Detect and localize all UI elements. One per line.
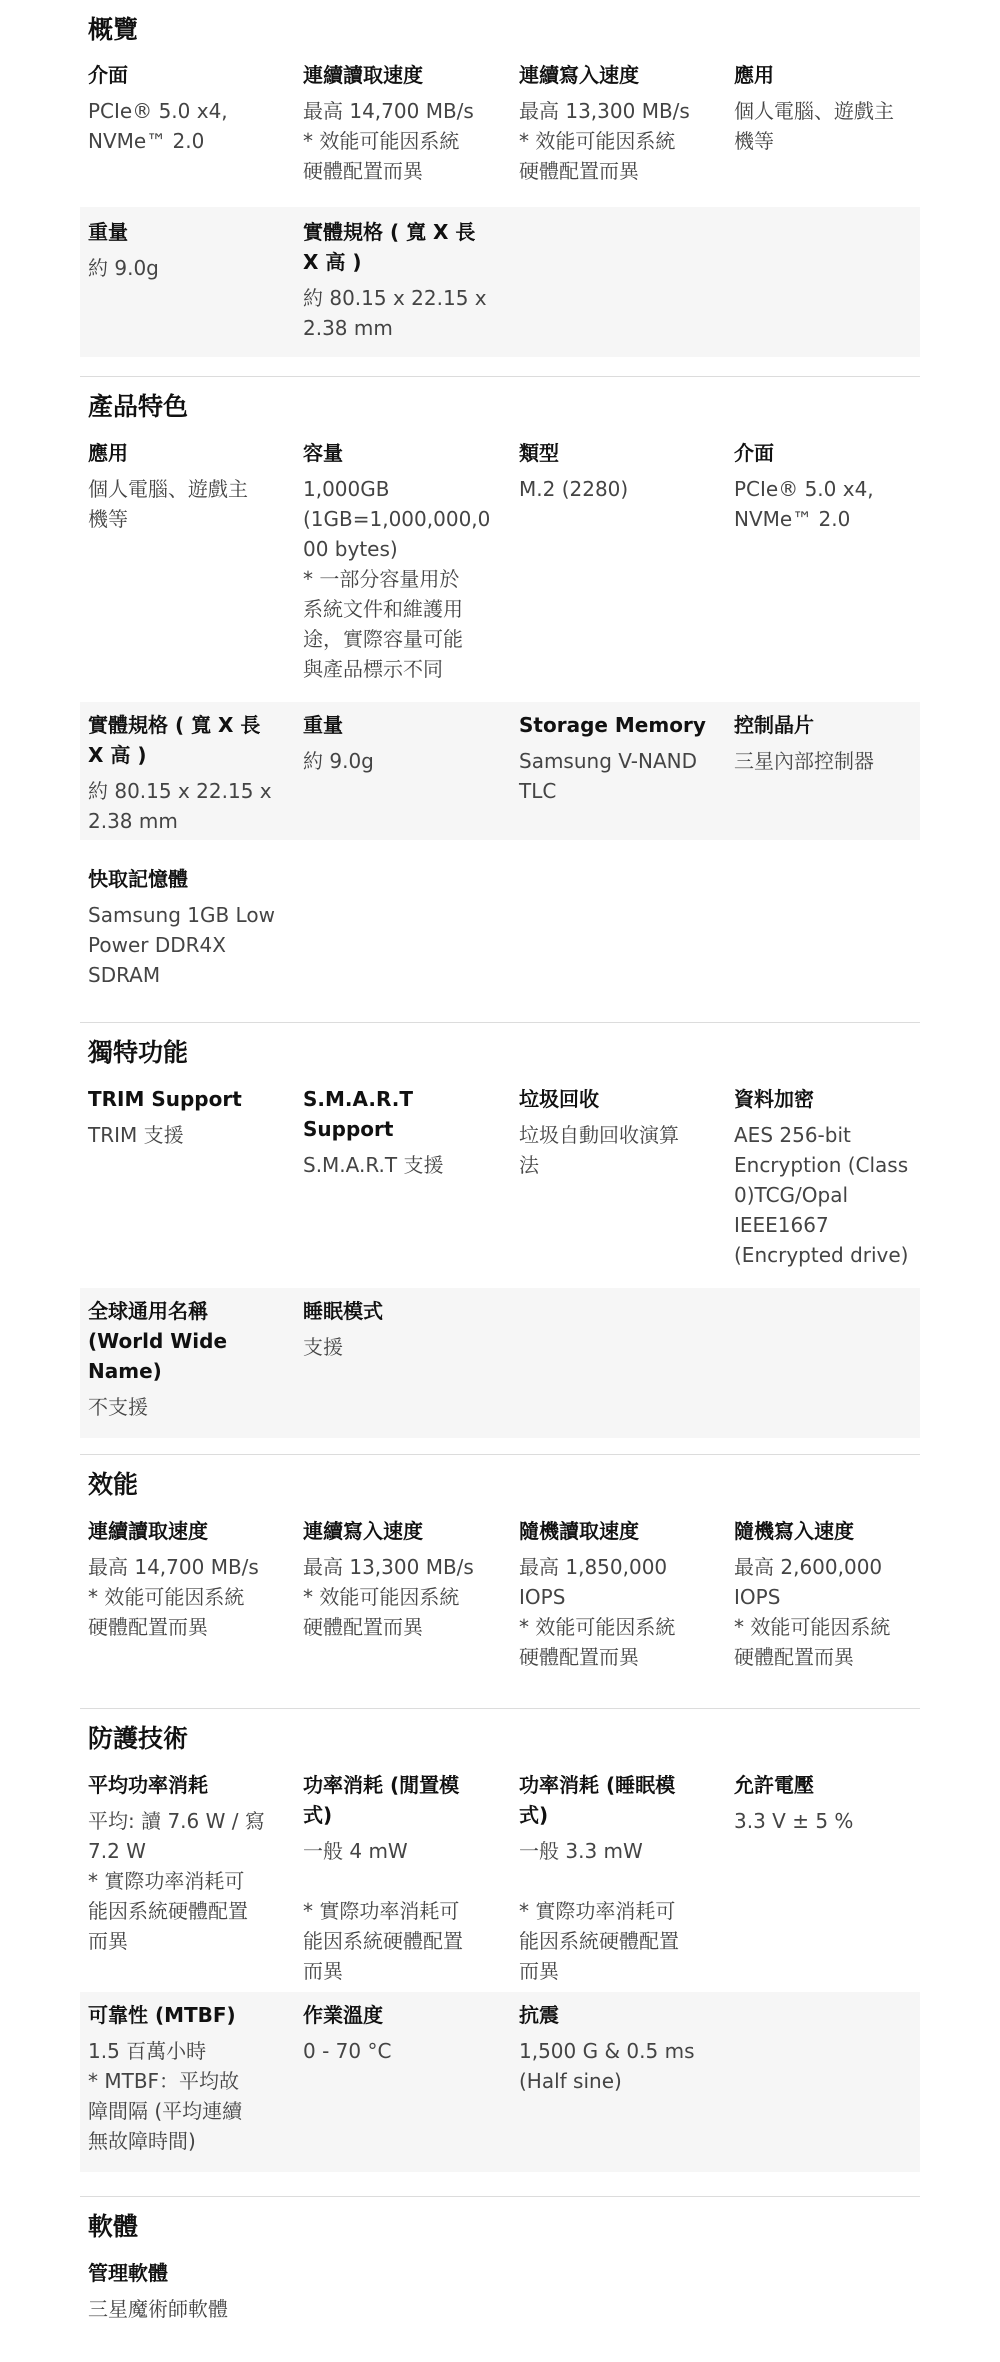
performance-title: 效能 [88,1470,139,1499]
section-divider [80,1454,920,1455]
spec-label: 抗震 [519,2003,559,2027]
software-section [80,2204,920,2354]
spec-management-software [88,2258,288,2324]
spec-label: 介面 [88,63,128,87]
spec-application [88,438,288,534]
spec-weight [88,217,288,283]
spec-dimensions [303,217,503,343]
spec-seq-read [88,1516,288,1642]
spec-label: 連續寫入速度 [519,63,639,87]
spec-value: 0 - 70 °C [303,2039,392,2063]
special-row-2 [80,1288,920,1438]
spec-label: 隨機讀取速度 [519,1519,639,1543]
spec-random-write [734,1516,934,1672]
spec-value: 三星內部控制器 [734,749,874,773]
spec-avg-power [88,1770,288,1956]
spec-label: 允許電壓 [734,1773,814,1797]
spec-value: 最高 13,300 MB/s * 效能可能因系統 硬體配置而異 [303,1555,474,1639]
spec-label: 功率消耗 (睡眠模 式) [519,1773,676,1827]
spec-cache [88,864,288,990]
spec-garbage-collection [519,1084,719,1180]
overview-row-2 [80,207,920,357]
spec-label: 重量 [303,713,343,737]
spec-seq-read [303,60,503,186]
spec-label: 睡眠模式 [303,1299,383,1323]
spec-interface [734,438,934,534]
spec-value: 1,500 G & 0.5 ms (Half sine) [519,2039,695,2093]
spec-value: 1,000GB (1GB=1,000,000,0 00 bytes) * 一部分容量用於 系統文件和維護用 途，實際容量可能 與產品標示不同 [303,477,491,681]
special-title: 獨特功能 [88,1038,189,1067]
section-divider [80,376,920,377]
spec-label: TRIM Support [88,1087,242,1111]
spec-interface [88,60,288,156]
spec-label: 快取記憶體 [88,867,188,891]
spec-value: 約 9.0g [303,749,374,773]
spec-capacity [303,438,503,684]
spec-value: 最高 14,700 MB/s * 效能可能因系統 硬體配置而異 [303,99,474,183]
spec-smart [303,1084,503,1180]
spec-label: 管理軟體 [88,2261,168,2285]
overview-title: 概覽 [88,15,139,44]
spec-seq-write [519,60,719,186]
spec-type [519,438,719,504]
spec-label: 類型 [519,441,559,465]
special-features-section [80,1030,920,1430]
spec-label: Storage Memory [519,713,706,737]
spec-label: 連續讀取速度 [303,63,423,87]
spec-dimensions [88,710,288,836]
spec-idle-power [303,1770,503,1986]
spec-value: AES 256-bit Encryption (Class 0)TCG/Opal IEEE1667 (Encrypted drive) [734,1123,909,1267]
spec-label: 容量 [303,441,343,465]
special-row-1 [80,1084,920,1314]
spec-application [734,60,934,156]
spec-value: 個人電腦、遊戲主 機等 [88,477,248,531]
spec-encryption [734,1084,934,1270]
protection-section [80,1716,920,2176]
spec-value: Samsung 1GB Low Power DDR4X SDRAM [88,903,275,987]
spec-shock [519,2000,719,2096]
spec-label: 垃圾回收 [519,1087,599,1111]
spec-label: 作業溫度 [303,2003,383,2027]
spec-weight [303,710,503,776]
spec-label: 平均功率消耗 [88,1773,208,1797]
spec-sleep-mode [303,1296,503,1362]
spec-value: 最高 14,700 MB/s * 效能可能因系統 硬體配置而異 [88,1555,259,1639]
section-divider [80,1022,920,1023]
spec-value: 1.5 百萬小時 * MTBF：平均故 障間隔 (平均連續 無故障時間) [88,2039,243,2153]
protection-row-1 [80,1770,920,1992]
protection-title: 防護技術 [88,1724,189,1753]
spec-label: 重量 [88,220,128,244]
spec-wwn [88,1296,288,1422]
overview-section [80,0,920,360]
spec-value: PCIe® 5.0 x4, NVMe™ 2.0 [88,99,228,153]
spec-value: 3.3 V ± 5 % [734,1809,854,1833]
software-row-1 [80,2258,920,2348]
features-row-1 [80,438,920,704]
spec-label: 功率消耗 (閒置模 式) [303,1773,460,1827]
spec-label: 實體規格 ( 寬 X 長 X 高 ) [88,713,261,767]
spec-label: 可靠性 (MTBF) [88,2003,236,2027]
spec-label: 實體規格 ( 寬 X 長 X 高 ) [303,220,476,274]
spec-value: 約 80.15 x 22.15 x 2.38 mm [88,779,272,833]
spec-mtbf [88,2000,288,2156]
performance-section [80,1462,920,1702]
features-row-2 [80,702,920,840]
spec-trim [88,1084,288,1150]
spec-value: 個人電腦、遊戲主 機等 [734,99,894,153]
spec-seq-write [303,1516,503,1642]
spec-controller [734,710,934,776]
spec-storage-memory [519,710,719,806]
spec-label: 應用 [734,63,774,87]
spec-label: 資料加密 [734,1087,814,1111]
spec-value: 最高 1,850,000 IOPS * 效能可能因系統 硬體配置而異 [519,1555,676,1669]
spec-value: 最高 13,300 MB/s * 效能可能因系統 硬體配置而異 [519,99,690,183]
spec-label: 連續讀取速度 [88,1519,208,1543]
spec-label: 隨機寫入速度 [734,1519,854,1543]
spec-random-read [519,1516,719,1672]
spec-value: 最高 2,600,000 IOPS * 效能可能因系統 硬體配置而異 [734,1555,891,1669]
features-section [80,384,920,1024]
spec-value: TRIM 支援 [88,1123,184,1147]
spec-value: 一般 3.3 mW * 實際功率消耗可 能因系統硬體配置 而異 [519,1839,679,1983]
spec-value: Samsung V-NAND TLC [519,749,697,803]
spec-value: PCIe® 5.0 x4, NVMe™ 2.0 [734,477,874,531]
overview-row-1 [80,60,920,205]
spec-label: 介面 [734,441,774,465]
spec-value: 支援 [303,1335,343,1359]
spec-label: 全球通用名稱 (World Wide Name) [88,1299,228,1383]
spec-operating-temp [303,2000,503,2066]
spec-value: 約 80.15 x 22.15 x 2.38 mm [303,286,487,340]
spec-value: 不支援 [88,1395,148,1419]
spec-value: 三星魔術師軟體 [88,2297,228,2321]
spec-value: 垃圾自動回收演算 法 [519,1123,679,1177]
spec-value: 約 9.0g [88,256,159,280]
spec-label: S.M.A.R.T Support [303,1087,413,1141]
spec-label: 連續寫入速度 [303,1519,423,1543]
section-divider [80,2196,920,2197]
performance-row-1 [80,1516,920,1696]
section-divider [80,1708,920,1709]
features-row-3 [80,856,920,1006]
spec-value: M.2 (2280) [519,477,629,501]
spec-voltage [734,1770,934,1836]
spec-sleep-power [519,1770,719,1986]
spec-value: 平均: 讀 7.6 W / 寫 7.2 W * 實際功率消耗可 能因系統硬體配置 而異 [88,1809,265,1953]
software-title: 軟體 [88,2212,139,2241]
protection-row-2 [80,1992,920,2172]
features-title: 產品特色 [88,392,189,421]
spec-value: 一般 4 mW * 實際功率消耗可 能因系統硬體配置 而異 [303,1839,463,1983]
spec-label: 控制晶片 [734,713,814,737]
spec-value: S.M.A.R.T 支援 [303,1153,444,1177]
spec-label: 應用 [88,441,128,465]
